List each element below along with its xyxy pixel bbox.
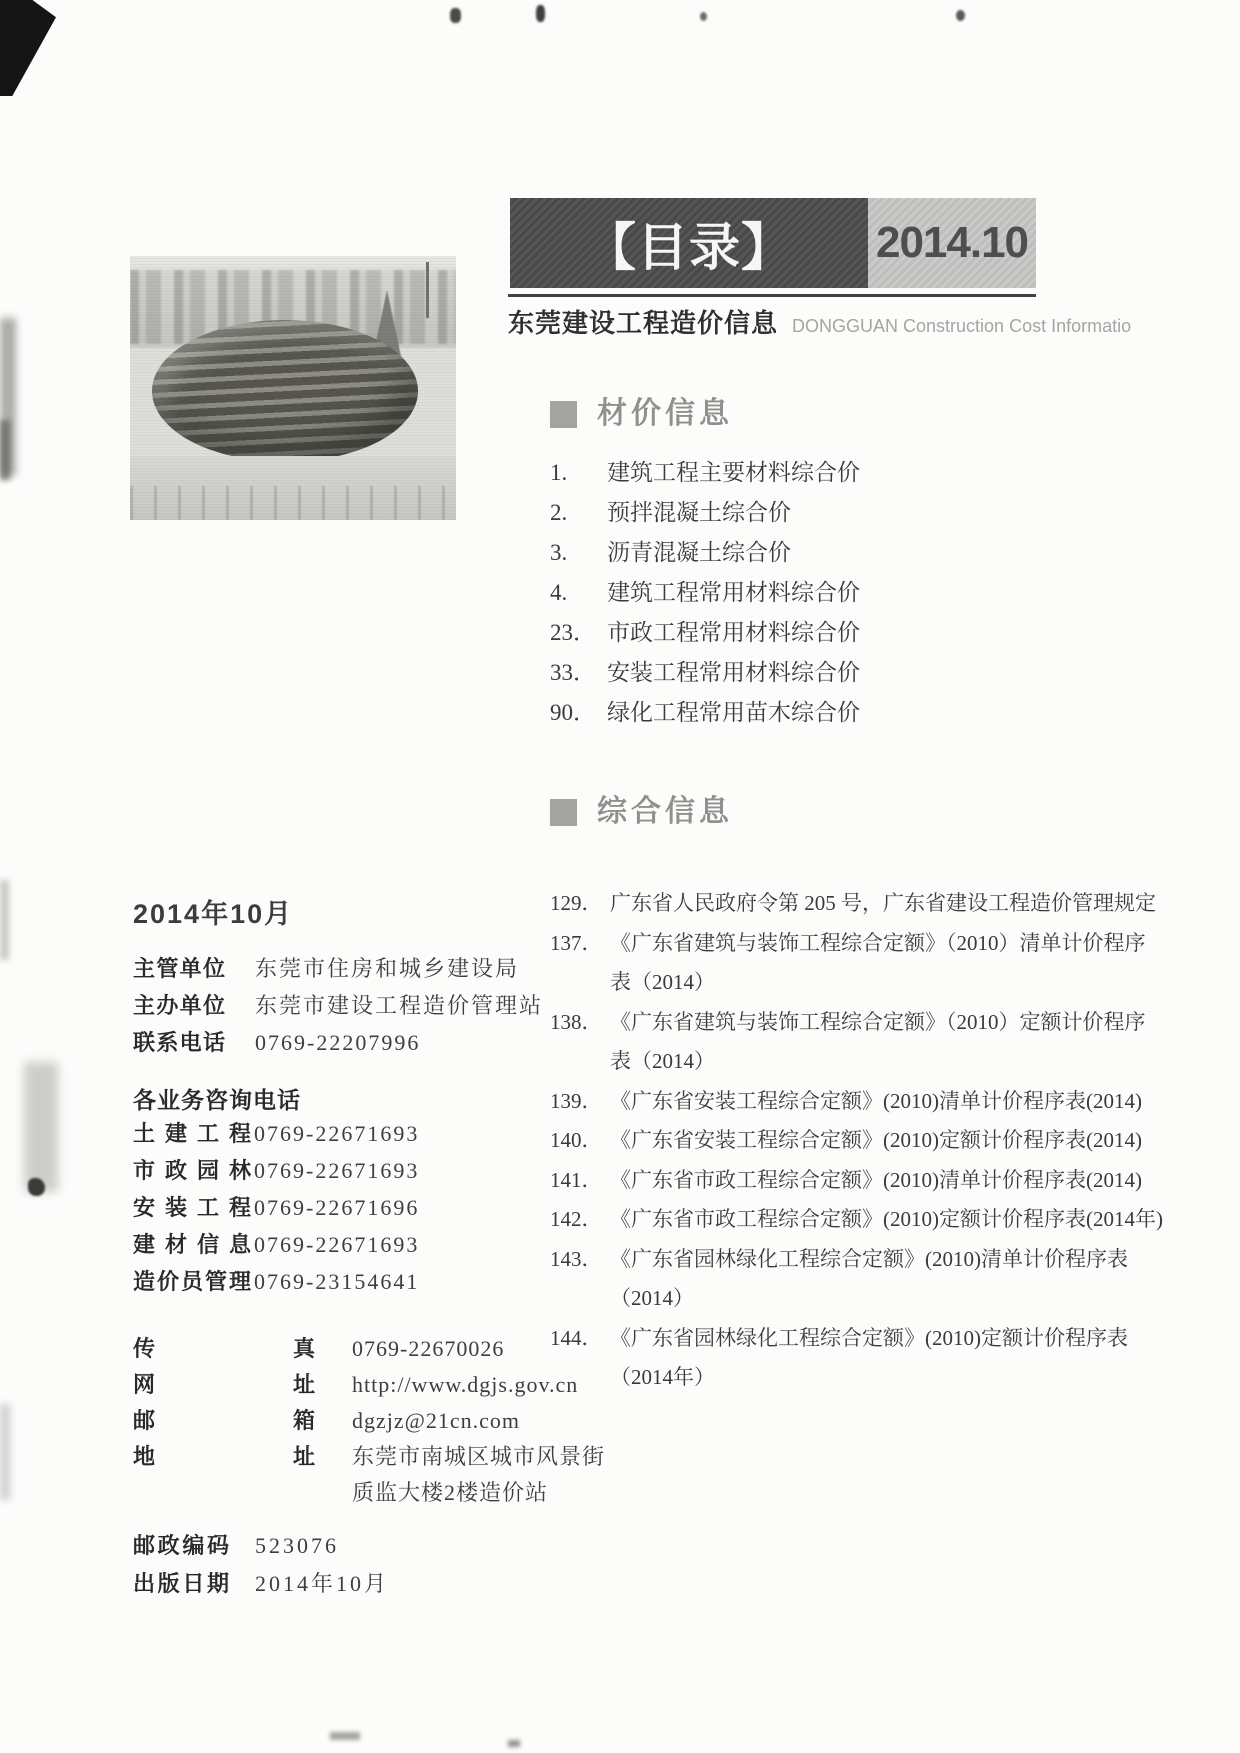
scan-artifact — [0, 880, 9, 960]
material-toc-list — [550, 453, 1170, 733]
issue-month: 2014年10月 — [133, 899, 294, 929]
section-material-prices — [550, 398, 1170, 733]
info-row — [133, 1189, 523, 1226]
scan-artifact — [0, 420, 10, 480]
toc-item — [550, 693, 1170, 733]
publication-footer-group — [133, 1527, 523, 1603]
section-heading — [550, 398, 1170, 430]
toc-item-number: 138． — [550, 1009, 603, 1034]
info-label: 土建工程 — [133, 1121, 251, 1146]
info-row — [133, 987, 544, 1024]
section-bullet-icon — [550, 401, 577, 428]
toc-item-title: 安装工程常用材料综合价 — [607, 660, 860, 685]
toc-item-number: 4. — [550, 580, 568, 605]
info-row — [133, 1439, 606, 1511]
phone-value: 0769-22671693 — [254, 1158, 420, 1183]
info-label: 联系电话 — [133, 1030, 225, 1055]
phone-value: 0769-22671693 — [254, 1121, 420, 1146]
toc-item-title: 《广东省市政工程综合定额》(2010)清单计价程序表(2014) — [610, 1167, 1142, 1192]
journal-title-cn: 东莞建设工程造价信息 — [508, 308, 779, 338]
toc-item-number: 143． — [550, 1246, 603, 1271]
scan-artifact — [536, 5, 545, 22]
contact-value: 东莞市南城区城市风景街 质监大楼2楼造价站 — [352, 1444, 606, 1505]
toc-item — [550, 924, 1190, 1003]
contact-value: http://www.dgjs.gov.cn — [352, 1372, 579, 1397]
info-row — [133, 1152, 523, 1189]
toc-item-number: 141． — [550, 1167, 603, 1192]
toc-item-title: 预拌混凝土综合价 — [607, 500, 791, 525]
toc-item — [550, 1003, 1190, 1082]
section-title: 材价信息 — [597, 397, 733, 430]
toc-item-number: 142． — [550, 1207, 603, 1231]
toc-item-title: 《广东省建筑与装饰工程综合定额》（2010）定额计价程序 表（2014） — [610, 1009, 1146, 1073]
toc-item-title: 建筑工程常用材料综合价 — [607, 580, 860, 605]
toc-item — [550, 1161, 1190, 1201]
toc-item-number: 3. — [550, 540, 568, 565]
toc-item-title: 《广东省安装工程综合定额》(2010)清单计价程序表(2014) — [610, 1088, 1142, 1113]
phone-value: 0769-22671693 — [254, 1232, 420, 1257]
info-label: 出版日期 — [133, 1571, 229, 1596]
info-value: 东莞市建设工程造价管理站 — [255, 993, 544, 1018]
info-row — [133, 1115, 523, 1152]
toc-item-number: 1. — [550, 460, 568, 485]
journal-title-line — [508, 303, 1131, 340]
toc-item-title: 《广东省园林绿化工程综合定额》(2010)定额计价程序表 （2014年） — [610, 1325, 1128, 1389]
toc-item-number: 2. — [550, 500, 568, 525]
info-label: 网址 — [133, 1372, 315, 1397]
photo-grain — [130, 256, 456, 520]
publisher-info-group — [133, 950, 544, 1061]
issue-number: 2014.10 — [875, 218, 1029, 267]
toc-item-number: 137． — [550, 930, 603, 955]
toc-item-title: 《广东省园林绿化工程综合定额》(2010)清单计价程序表 （2014） — [610, 1246, 1128, 1310]
toc-item — [550, 884, 1190, 924]
toc-item — [550, 573, 1170, 613]
building-photo — [130, 256, 456, 520]
toc-item-title: 市政工程常用材料综合价 — [607, 620, 860, 645]
toc-item — [550, 533, 1170, 573]
scan-artifact — [28, 1178, 45, 1196]
info-label: 建材信息 — [133, 1232, 251, 1257]
toc-banner — [510, 198, 868, 288]
toc-item-number: 33． — [550, 660, 596, 685]
toc-item — [550, 1082, 1190, 1122]
info-label: 传真 — [133, 1336, 315, 1361]
toc-item-title: 《广东省市政工程综合定额》(2010)定额计价程序表(2014年) — [610, 1207, 1163, 1231]
info-value: 523076 — [255, 1533, 339, 1558]
info-row — [133, 1565, 523, 1603]
scan-artifact — [956, 10, 965, 21]
section-bullet-icon — [550, 799, 577, 826]
toc-item-title: 沥青混凝土综合价 — [607, 540, 791, 565]
toc-item-number: 129． — [550, 891, 603, 915]
info-label: 地址 — [133, 1444, 315, 1469]
toc-item-number: 144． — [550, 1325, 603, 1350]
toc-item-title: 绿化工程常用苗木综合价 — [607, 700, 860, 725]
toc-item-title: 建筑工程主要材料综合价 — [607, 460, 860, 485]
toc-item-number: 23． — [550, 620, 596, 645]
general-toc-list — [550, 884, 1190, 1398]
toc-item — [550, 613, 1170, 653]
toc-banner-label: 【目录】 — [584, 219, 793, 276]
phone-value: 0769-22671696 — [254, 1195, 420, 1220]
info-label: 主管单位 — [133, 956, 225, 981]
toc-item-number: 140． — [550, 1128, 603, 1152]
scan-artifact — [0, 318, 16, 476]
toc-item — [550, 1240, 1190, 1319]
toc-item-title: 广东省人民政府令第 205 号，广东省建设工程造价管理规定 — [610, 891, 1156, 915]
masthead-rule — [508, 294, 1036, 297]
toc-item — [550, 653, 1170, 693]
info-row — [133, 1367, 579, 1403]
scan-artifact — [700, 12, 707, 21]
contact-value: dgzjz@21cn.com — [352, 1408, 521, 1433]
toc-item — [550, 1121, 1190, 1161]
section-heading — [550, 796, 1190, 828]
info-label: 市政园林 — [133, 1158, 251, 1183]
scan-artifact — [508, 1740, 520, 1747]
contact-value: 0769-22670026 — [352, 1336, 505, 1361]
section-title: 综合信息 — [597, 795, 733, 828]
issue-banner — [868, 198, 1036, 288]
info-value: 东莞市住房和城乡建设局 — [255, 956, 520, 981]
phone-value: 0769-23154641 — [254, 1269, 420, 1294]
scan-artifact — [0, 1404, 10, 1500]
info-label: 邮箱 — [133, 1408, 315, 1433]
info-value: 0769-22207996 — [255, 1030, 421, 1055]
journal-title-en: DONGGUAN Construction Cost Informatio — [792, 316, 1132, 336]
info-row — [133, 1527, 523, 1565]
toc-item — [550, 493, 1170, 533]
scan-artifact — [450, 8, 461, 23]
info-row — [133, 1403, 523, 1439]
info-label: 主办单位 — [133, 993, 225, 1018]
info-label: 造价员管理 — [133, 1269, 251, 1294]
info-row — [133, 1331, 523, 1367]
info-row — [133, 950, 523, 987]
toc-item-number: 90． — [550, 700, 596, 725]
info-row — [133, 1263, 523, 1300]
scan-artifact — [24, 1062, 58, 1192]
scan-artifact — [330, 1732, 360, 1740]
info-label: 安装工程 — [133, 1195, 251, 1220]
toc-item-number: 139． — [550, 1088, 603, 1113]
info-label: 邮政编码 — [133, 1533, 229, 1558]
info-value: 2014年10月 — [255, 1571, 390, 1596]
toc-item — [550, 1200, 1190, 1240]
toc-item — [550, 1319, 1190, 1398]
toc-item-title: 《广东省安装工程综合定额》(2010)定额计价程序表(2014) — [610, 1128, 1142, 1152]
info-row — [133, 1024, 523, 1061]
toc-item-title: 《广东省建筑与装饰工程综合定额》（2010）清单计价程序 表（2014） — [610, 930, 1146, 994]
toc-item — [550, 453, 1170, 493]
consult-phones-title: 各业务咨询电话 — [133, 1087, 301, 1113]
scan-artifact — [0, 0, 56, 96]
section-general-info — [550, 796, 1190, 1398]
info-row — [133, 1226, 523, 1263]
consult-phones-group — [133, 1115, 523, 1300]
